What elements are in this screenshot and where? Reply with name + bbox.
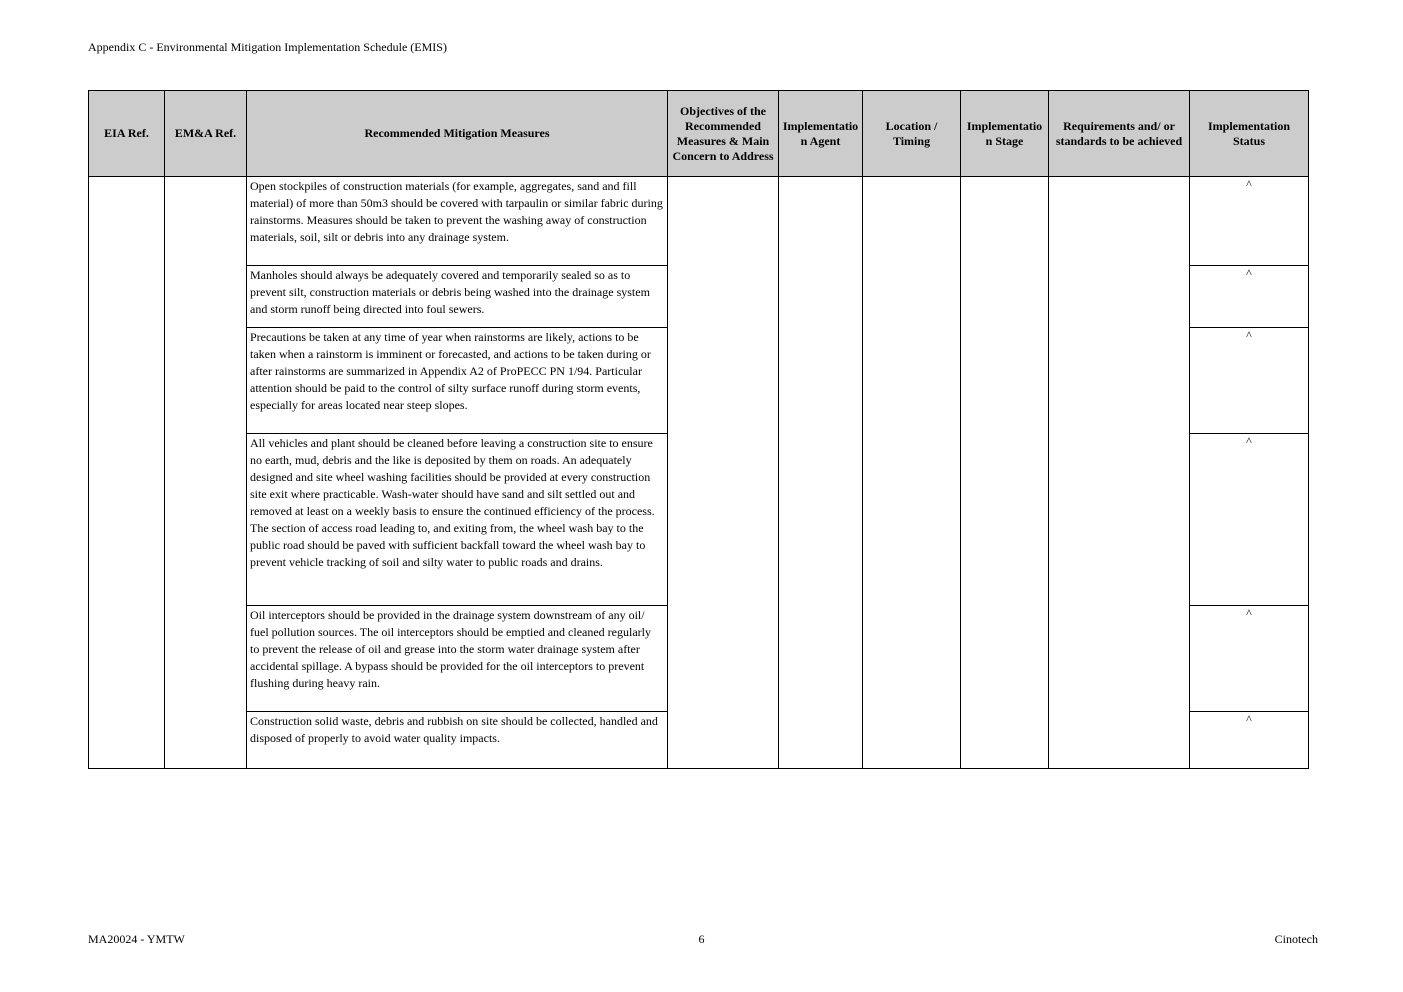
table-body	[89, 177, 1308, 768]
body-col-implementation-status	[1190, 177, 1308, 768]
footer-company-name: Cinotech	[1274, 932, 1318, 946]
body-col-requirements	[1049, 177, 1190, 768]
table-header-row	[89, 91, 1308, 177]
appendix-title: Appendix C - Environmental Mitigation Implementation Schedule (EMIS)	[88, 40, 447, 54]
mitigation-measure-cell-4: All vehicles and plant should be cleaned before leaving a construction site to ensure no earth, mud, debris and the like is deposited by them on roads. An adequately designed and site wheel washing facilities should be provided at every construction site exit where practicable. Wash-water should have sand and silt settled out and removed at least on a weekly basis to ensure the continued efficiency of the process. The section of access road leading to, and exiting from, the wheel wash bay to the public road should be paved with sufficient backfall toward the wheel wash bay to prevent vehicle tracking of soil and silty water to public roads and drains.	[247, 434, 667, 606]
mitigation-measure-cell-1: Open stockpiles of construction materials (for example, aggregates, sand and fill material) of more than 50m3 should be covered with tarpaulin or similar fabric during rainstorms. Measures should be taken to prevent the washing away of construction materials, soil, silt or debris into any drainage system.	[247, 177, 667, 266]
mitigation-measure-cell-5: Oil interceptors should be provided in the drainage system downstream of any oil/ fuel pollution sources. The oil interceptors should be emptied and cleaned regularly to prevent the release of oil and grease into the storm water drainage system after accidental spillage. A bypass should be provided for the oil interceptors to prevent flushing during heavy rain.	[247, 606, 667, 712]
implementation-status-cell-3: ^	[1190, 328, 1308, 434]
implementation-status-cell-6: ^	[1246, 712, 1252, 726]
implementation-status-cell-1: ^	[1190, 177, 1308, 266]
mitigation-measure-cell-6: Construction solid waste, debris and rubbish on site should be collected, handled and disposed of properly to avoid water quality impacts.	[250, 714, 658, 745]
emis-table	[88, 90, 1309, 769]
implementation-status-cell-2: ^	[1190, 266, 1308, 328]
header-implementation-agent: Implementation Agent	[779, 91, 863, 176]
header-objectives: Objectives of the Recommended Measures & Main Concern to Address	[668, 91, 779, 176]
body-col-implementation-stage	[961, 177, 1049, 768]
body-col-measures	[247, 177, 668, 768]
header-recommended-mitigation-measures: Recommended Mitigation Measures	[247, 91, 668, 176]
implementation-status-cell-4: ^	[1190, 434, 1308, 606]
body-col-objectives	[668, 177, 779, 768]
header-implementation-status: Implementation Status	[1208, 118, 1290, 148]
header-location-timing: Location / Timing	[863, 91, 961, 176]
footer-page-number: 6	[698, 932, 705, 946]
body-col-ema-ref	[165, 177, 247, 768]
body-col-implementation-agent	[779, 177, 863, 768]
header-implementation-stage: Implementation Stage	[961, 91, 1049, 176]
header-ema-ref: EM&A Ref.	[165, 91, 247, 176]
footer-project-ref: MA20024 - YMTW	[88, 932, 185, 946]
header-eia-ref: EIA Ref.	[89, 91, 165, 176]
body-col-location-timing	[863, 177, 961, 768]
body-col-eia-ref	[89, 177, 165, 768]
mitigation-measure-cell-2: Manholes should always be adequately covered and temporarily sealed so as to prevent silt, construction materials or debris being washed into the drainage system and storm runoff being directed into foul sewers.	[247, 266, 667, 328]
implementation-status-cell-5: ^	[1190, 606, 1308, 712]
mitigation-measure-cell-3: Precautions be taken at any time of year when rainstorms are likely, actions to be taken when a rainstorm is imminent or forecasted, and actions to be taken during or after rainstorms are summarized in Appendix A2 of ProPECC PN 1/94. Particular attention should be paid to the control of silty surface runoff during storm events, especially for areas located near steep slopes.	[247, 328, 667, 434]
header-requirements-standards: Requirements and/ or standards to be achieved	[1049, 91, 1190, 176]
